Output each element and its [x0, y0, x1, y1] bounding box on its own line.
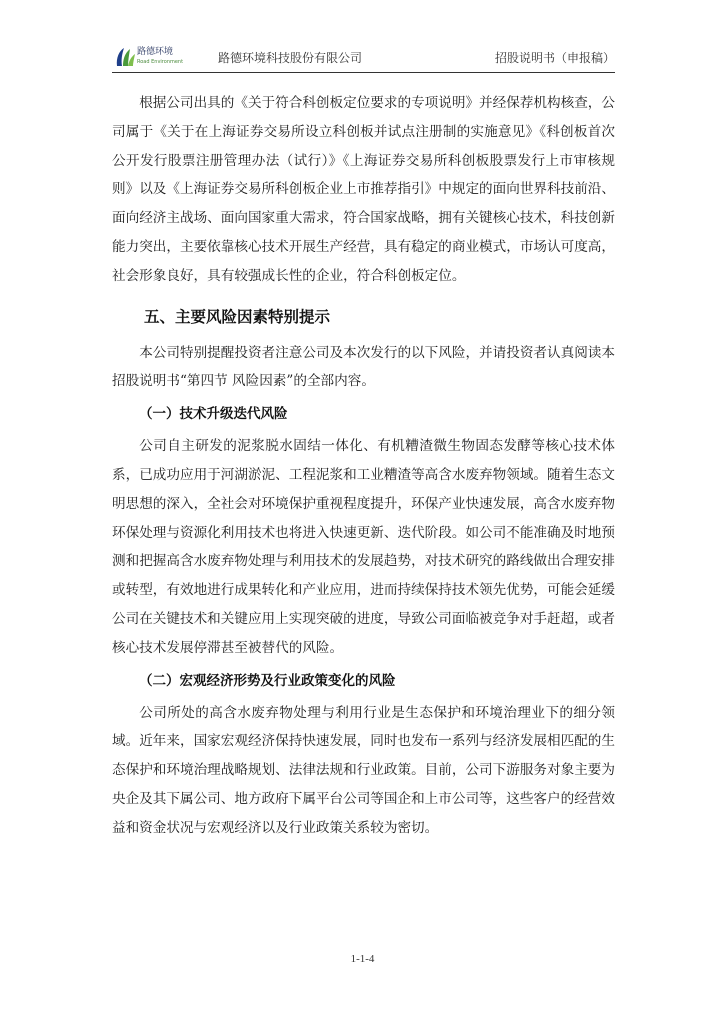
- section-heading-risks: 五、主要风险因素特别提示: [144, 307, 331, 326]
- company-logo: [114, 46, 206, 68]
- document-title: 招股说明书（申报稿）: [494, 51, 615, 65]
- paragraph-risk-intro: 本公司特别提醒投资者注意公司及本次发行的以下风险，并请投资者认真阅读本招股说明书“第四节 风险因素”的全部内容。: [112, 344, 615, 390]
- paragraph-macro-risk: 公司所处的高含水废弃物处理与利用行业是生态保护和环境治理业下的细分领域。近年来，国家宏观经济保持快速发展，同时也发布一系列与经济发展相匹配的生态保护和环境治理战略规划、法律法规和行业政策。目前，公司下游服务对象主要为央企及其下属公司、地方政府下属平台公司等国企和上市公司等，这些客户的经营效益和资金状况与宏观经济以及行业政策关系较为密切。: [112, 704, 615, 836]
- subheading-macro-risk: （二）宏观经济形势及行业政策变化的风险: [139, 672, 396, 689]
- page-header: [112, 44, 615, 73]
- subheading-tech-risk: （一）技术升级迭代风险: [139, 406, 288, 423]
- paragraph-positioning: 根据公司出具的《关于符合科创板定位要求的专项说明》并经保荐机构核查，公司属于《关于在上海证券交易所设立科创板并试点注册制的实施意见》《科创板首次公开发行股票注册管理办法（试行）》《上海证券交易所科创板股票发行上市审核规则》以及《上海证券交易所科创板企业上市推荐指引》中规定的面向世界科技前沿、面向经济主战场、面向国家重大需求，符合国家战略，拥有关键核心技术，科技创新能力突出，主要依靠核心技术开展生产经营，具有稳定的商业模式，市场认可度高，社会形象良好，具有较强成长性的企业，符合科创板定位。: [112, 95, 615, 284]
- page-content: [112, 89, 615, 843]
- logo-text: 路德环境: [137, 47, 174, 57]
- logo-subtext: Road Environment: [137, 59, 184, 65]
- paragraph-tech-risk: 公司自主研发的泥浆脱水固结一体化、有机糟渣微生物固态发酵等核心技术体系，已成功应用于河湖淤泥、工程泥浆和工业糟渣等高含水废弃物领域。随着生态文明思想的深入，全社会对环境保护重视程度提升，环保产业快速发展，高含水废弃物环保处理与资源化利用技术也将进入快速更新、迭代阶段。如公司不能准确及时地预测和把握高含水废弃物处理与利用技术的发展趋势，对技术研究的路线做出合理安排或转型，有效地进行成果转化和产业应用，进而持续保持技术领先优势，可能会延缓公司在关键技术和关键应用上实现突破的进度，导致公司面临被竞争对手赶超，或者核心技术发展停滞甚至被替代的风险。: [112, 438, 615, 656]
- leaf-logo-icon: [114, 46, 136, 68]
- page-number: 1-1-4: [350, 953, 375, 965]
- company-name: 路德环境科技股份有限公司: [218, 51, 363, 65]
